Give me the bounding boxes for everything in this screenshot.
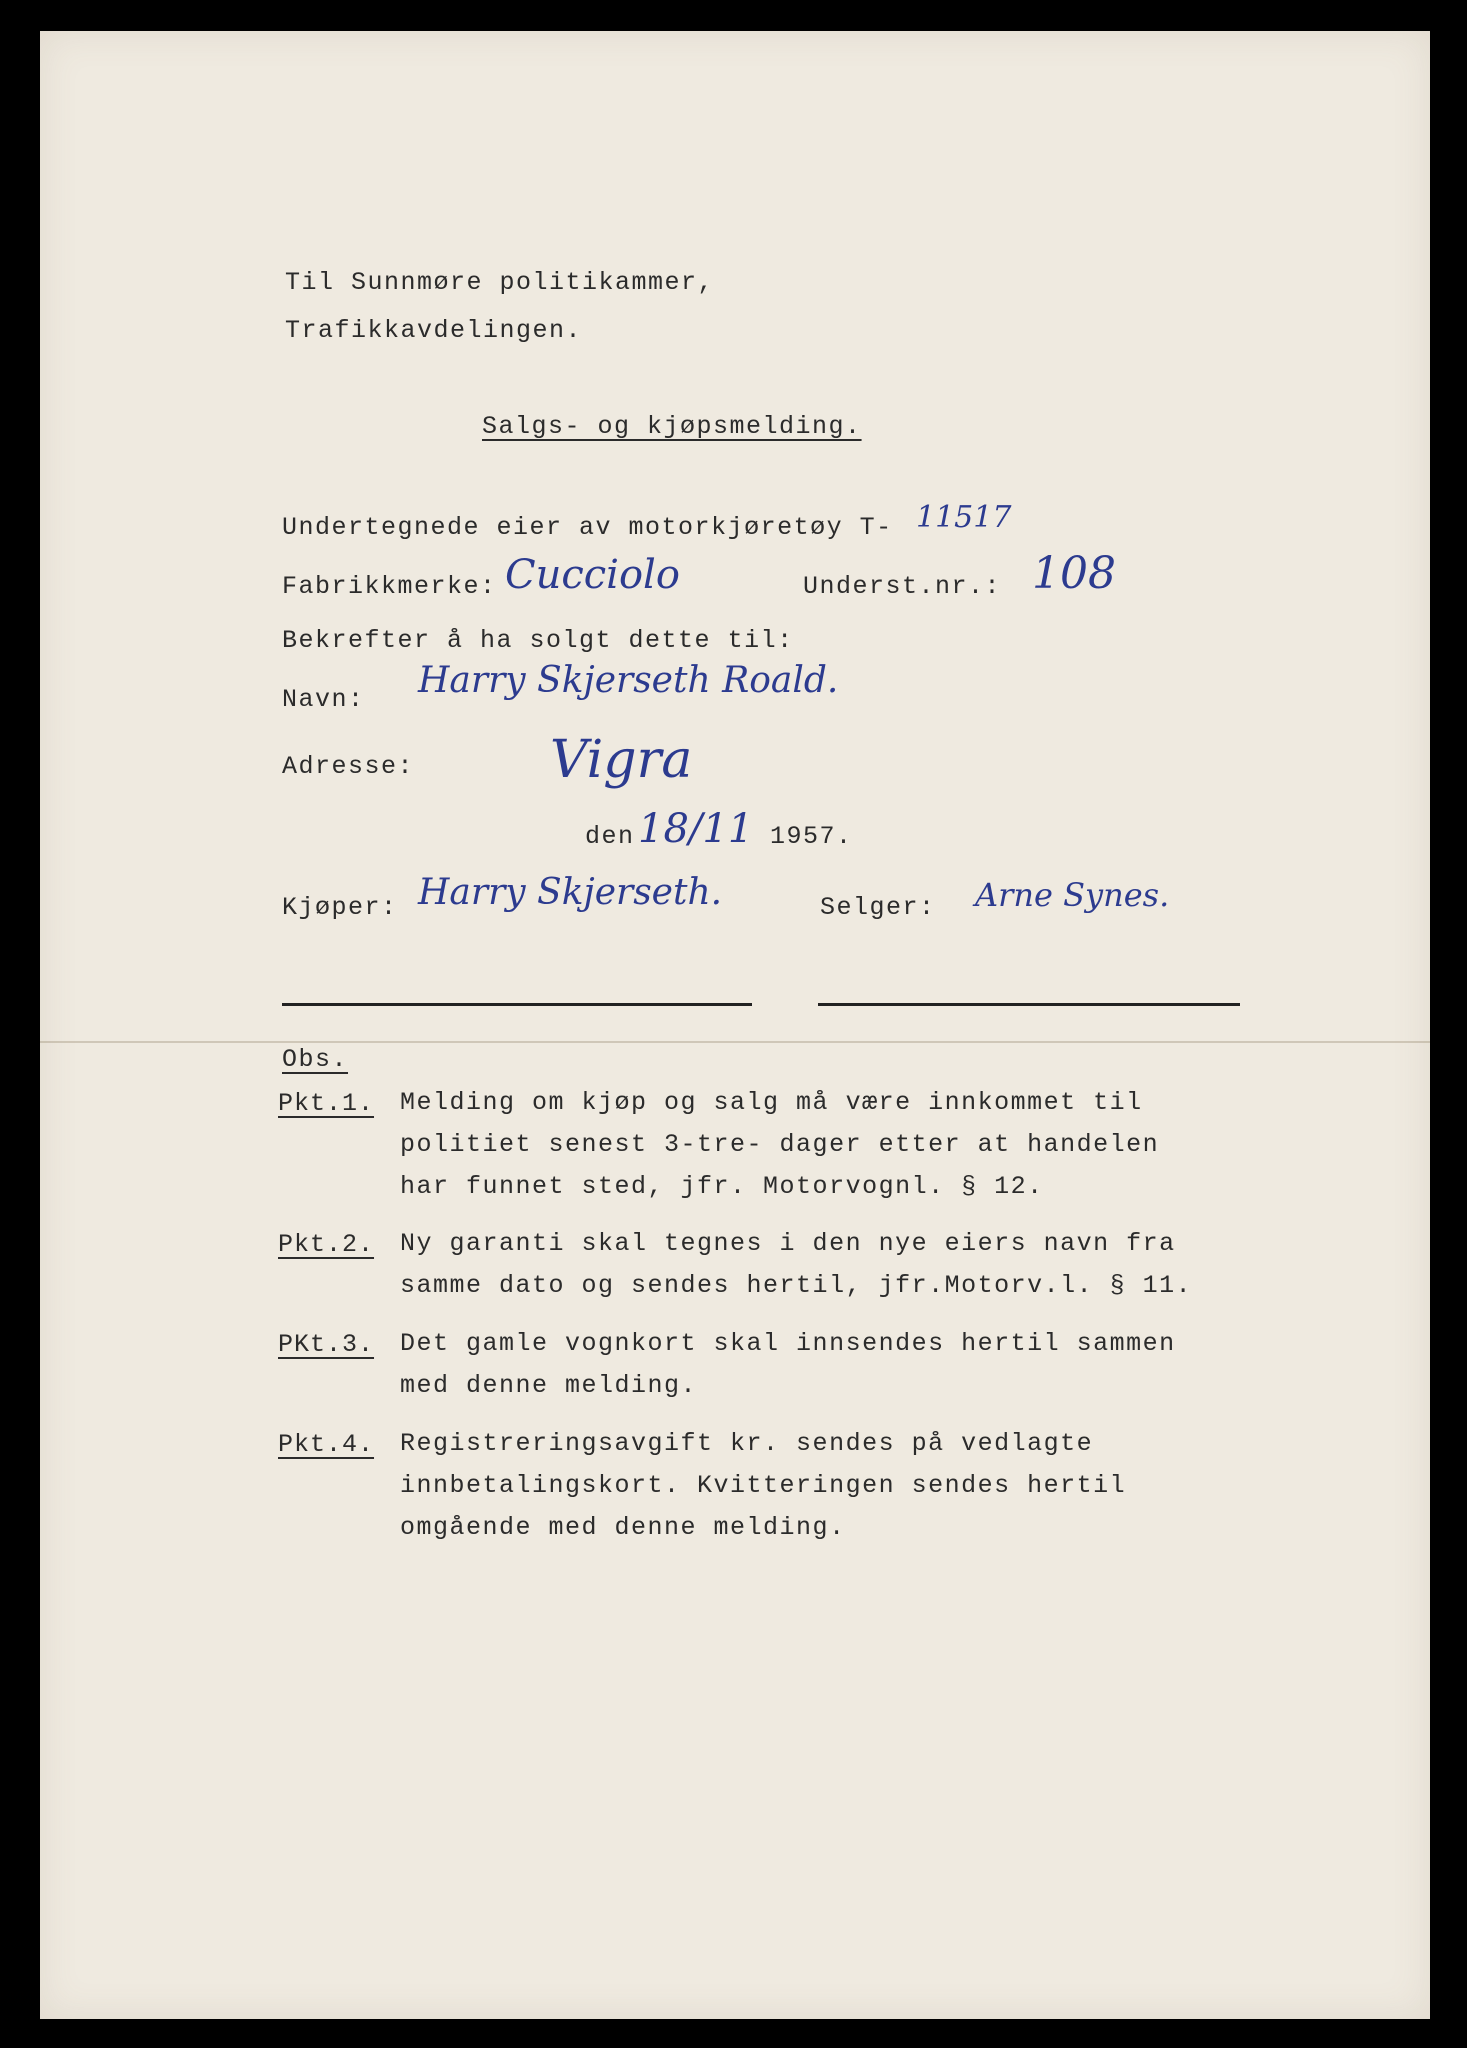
seller-signature-line [818,1003,1240,1006]
address-value: Vigra [550,730,693,790]
pkt-2-label: Pkt.2. [278,1230,375,1259]
date-value: 18/11 [638,806,754,852]
pkt-1-text [400,1082,1159,1208]
pkt-3-label: PKt.3. [278,1330,375,1359]
make-value: Cucciolo [505,552,680,598]
addressee-line-2: Trafikkavdelingen. [285,316,583,345]
seller-signature: Arne Synes. [975,876,1170,914]
pkt-2-text [400,1223,1192,1307]
owner-label: Undertegnede eier av motorkjøretøy T- [282,513,893,542]
seller-label: Selger: [820,893,936,922]
pkt-4-text [400,1423,1126,1549]
buyer-signature-line [282,1003,752,1006]
buyer-signature: Harry Skjerseth. [418,872,723,913]
pkt-3-text [400,1323,1176,1407]
document-page [40,31,1430,2019]
fold-crease [40,1041,1430,1043]
pkt-1-line-2: politiet senest 3-tre- dager etter at handelen [400,1130,1160,1159]
pkt-4-line-2: innbetalingskort. Kvitteringen sendes hertil [400,1471,1127,1500]
date-prefix: den [585,822,635,851]
underst-value: 108 [1032,548,1116,599]
name-label: Navn: [282,685,365,714]
underst-label: Underst.nr.: [803,572,1002,601]
confirm-label: Bekrefter å ha solgt dette til: [282,626,794,655]
make-label: Fabrikkmerke: [282,572,497,601]
pkt-1-line-3: har funnet sted, jfr. Motorvognl. § 12. [400,1172,1044,1201]
pkt-2-line-2: samme dato og sendes hertil, jfr.Motorv.l. § 11. [400,1271,1193,1300]
pkt-1-label: Pkt.1. [278,1089,375,1118]
name-value: Harry Skjerseth Roald. [418,660,839,701]
owner-value: 11517 [916,500,1012,535]
pkt-1-line-1: Melding om kjøp og salg må være innkommet til [400,1088,1143,1117]
obs-heading: Obs. [282,1045,349,1074]
pkt-4-line-1: Registreringsavgift kr. sendes på vedlagte [400,1429,1094,1458]
pkt-3-line-2: med denne melding. [400,1371,698,1400]
address-label: Adresse: [282,752,415,781]
document-title: Salgs- og kjøpsmelding. [482,412,862,441]
date-year: 1957. [770,822,853,851]
addressee-line-1: Til Sunnmøre politikammer, [285,268,715,297]
pkt-2-line-1: Ny garanti skal tegnes i den nye eiers navn fra [400,1229,1176,1258]
pkt-4-line-3: omgående med denne melding. [400,1513,846,1542]
pkt-4-label: Pkt.4. [278,1430,375,1459]
pkt-3-line-1: Det gamle vognkort skal innsendes hertil sammen [400,1329,1176,1358]
buyer-label: Kjøper: [282,893,398,922]
